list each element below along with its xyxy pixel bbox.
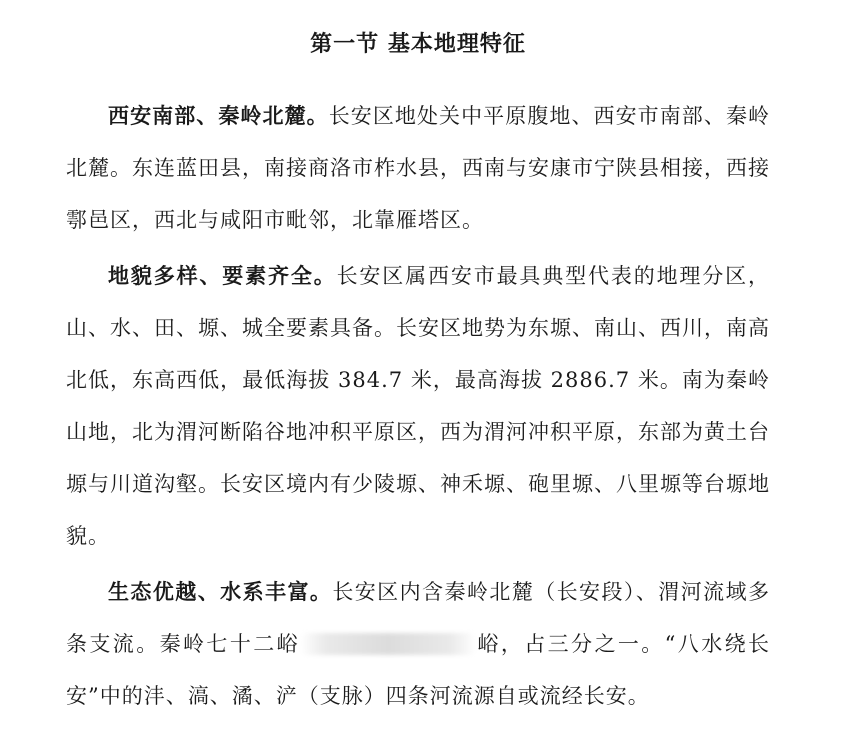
paragraph-body-ecology-end: 峪，占三分之一。“八水绕长安”中的沣、滈、潏、浐（支脉）四条河流源自或流经长安。 [66, 632, 770, 708]
paragraph-location [66, 90, 770, 246]
paragraph-lead-ecology: 生态优越、水系丰富。 [108, 580, 333, 604]
paragraph-lead-landform: 地貌多样、要素齐全。 [108, 264, 337, 288]
redacted-blur-region [300, 633, 476, 655]
paragraph-body-ecology-start: 长安区内含秦岭北麓（长安段）、渭河流域多条支流。秦岭七十二峪 [66, 580, 771, 656]
paragraph-body-landform: 长安区属西安市最具典型代表的地理分区，山、水、田、塬、城全要素具备。长安区地势为东塬、南山、西川，南高北低，东高西低，最低海拔 384.7 米，最高海拔 2886.7 米。南为秦岭山地，北为渭河断陷谷地冲积平原区，西为渭河冲积平原，东部为黄土台塬与川道沟壑。长安区境内有少陵塬、神禾塬、砲里塬、八里塬等台塬地貌。 [66, 264, 771, 548]
paragraph-landform [66, 250, 770, 562]
paragraph-lead-location: 西安南部、秦岭北麓。 [108, 104, 329, 128]
section-title: 第一节 基本地理特征 [310, 32, 526, 57]
paragraph-body-location: 长安区地处关中平原腹地、西安市南部、秦岭北麓。东连蓝田县，南接商洛市柞水县，西南与安康市宁陕县相接，西接鄠邑区，西北与咸阳市毗邻，北靠雁塔区。 [66, 104, 771, 232]
paragraph-ecology [66, 566, 770, 722]
